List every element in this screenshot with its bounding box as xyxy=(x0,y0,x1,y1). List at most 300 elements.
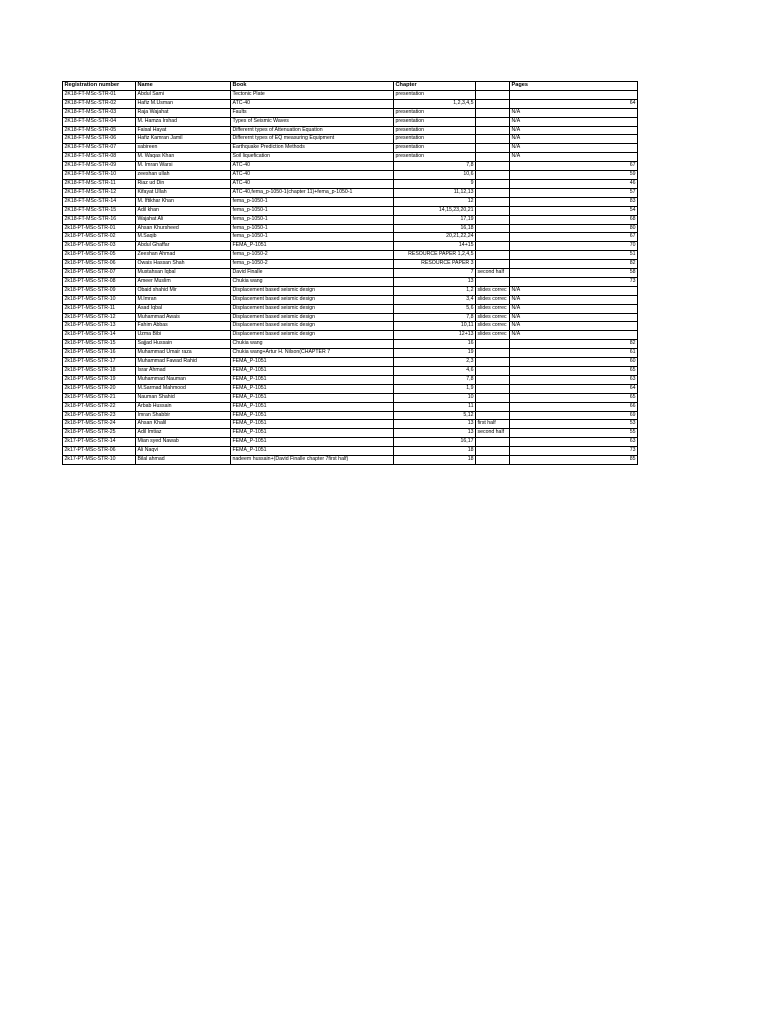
cell-name: Hafiz Kamran Jamil xyxy=(136,135,231,144)
cell-registration-number: 2K18-FT-MSc-STR-06 xyxy=(63,135,136,144)
cell-book: FEMA_P-1051 xyxy=(231,420,394,429)
cell-registration-number: 2k18-PT-MSc-STR-08 xyxy=(63,277,136,286)
cell-chapter: 10,6 xyxy=(394,171,476,180)
cell-pages: 55 xyxy=(510,429,638,438)
cell-note: slides correc xyxy=(476,286,510,295)
table-row xyxy=(63,126,638,135)
cell-pages: 64 xyxy=(510,99,638,108)
cell-pages: 53 xyxy=(510,420,638,429)
cell-registration-number: 2k18-PT-MSc-STR-20 xyxy=(63,384,136,393)
cell-note: slides correc xyxy=(476,304,510,313)
cell-chapter: 3,4 xyxy=(394,295,476,304)
cell-pages: 80 xyxy=(510,224,638,233)
cell-registration-number: 2K18-FT-MSc-STR-14 xyxy=(63,197,136,206)
table-row xyxy=(63,456,638,465)
cell-note xyxy=(476,144,510,153)
cell-registration-number: 2k17-PT-MSc-STR-14 xyxy=(63,438,136,447)
cell-registration-number: 2K18-FT-MSc-STR-03 xyxy=(63,108,136,117)
cell-registration-number: 2K18-FT-MSc-STR-05 xyxy=(63,126,136,135)
cell-pages: N/A xyxy=(510,295,638,304)
cell-chapter: 1,9 xyxy=(394,384,476,393)
cell-registration-number: 2k18-PT-MSc-STR-25 xyxy=(63,429,136,438)
cell-book: ATC-40,fema_p-1050-1(chapter 11)+fema_p-1050-1 xyxy=(231,188,394,197)
cell-registration-number: 2k18-PT-MSc-STR-21 xyxy=(63,393,136,402)
cell-chapter: presentation xyxy=(394,90,476,99)
cell-book: FEMA_P-1051 xyxy=(231,384,394,393)
cell-name: Muhammad Nauman xyxy=(136,375,231,384)
cell-book: Earthquake Prediction Methods xyxy=(231,144,394,153)
cell-book: nadeem hussain+(David Finalle chapter 7first half) xyxy=(231,456,394,465)
table-row xyxy=(63,402,638,411)
cell-chapter: 1,2,3,4,5 xyxy=(394,99,476,108)
cell-pages: 63 xyxy=(510,375,638,384)
cell-name: M. Hamza Irshad xyxy=(136,117,231,126)
cell-pages: 58 xyxy=(510,269,638,278)
cell-chapter: 14+15 xyxy=(394,242,476,251)
cell-registration-number: 2k18-PT-MSc-STR-07 xyxy=(63,269,136,278)
cell-note xyxy=(476,153,510,162)
cell-name: M. Waqas Khan xyxy=(136,153,231,162)
cell-chapter: presentation xyxy=(394,108,476,117)
header-blank xyxy=(476,82,510,91)
cell-chapter: 19 xyxy=(394,349,476,358)
cell-pages: N/A xyxy=(510,304,638,313)
cell-book: Chukia wang xyxy=(231,340,394,349)
cell-registration-number: 2k18-PT-MSc-STR-01 xyxy=(63,224,136,233)
cell-note xyxy=(476,215,510,224)
table-body xyxy=(63,82,638,465)
cell-pages: 57 xyxy=(510,188,638,197)
cell-note xyxy=(476,197,510,206)
cell-name: Nauman Shahid xyxy=(136,393,231,402)
cell-registration-number: 2k18-PT-MSc-STR-12 xyxy=(63,313,136,322)
cell-book: ATC-40 xyxy=(231,99,394,108)
cell-registration-number: 2k17-PT-MSc-STR-06 xyxy=(63,447,136,456)
table-row xyxy=(63,206,638,215)
cell-pages: 65 xyxy=(510,393,638,402)
cell-registration-number: 2k18-PT-MSc-STR-15 xyxy=(63,340,136,349)
cell-chapter: 13 xyxy=(394,420,476,429)
cell-book: FEMA_P-1051 xyxy=(231,447,394,456)
table-row xyxy=(63,384,638,393)
cell-note xyxy=(476,340,510,349)
cell-registration-number: 2k18-PT-MSc-STR-16 xyxy=(63,349,136,358)
cell-registration-number: 2k18-PT-MSc-STR-09 xyxy=(63,286,136,295)
cell-pages: 73 xyxy=(510,447,638,456)
cell-name: Ameer Muslim xyxy=(136,277,231,286)
cell-pages: N/A xyxy=(510,144,638,153)
header-chapter: Chapter xyxy=(394,82,476,91)
cell-name: Adil Imtiaz xyxy=(136,429,231,438)
cell-book: fema_p-1050-1 xyxy=(231,224,394,233)
cell-book: FEMA_P-1051 xyxy=(231,375,394,384)
table-row xyxy=(63,144,638,153)
cell-chapter: 7 xyxy=(394,269,476,278)
header-pages: Pages xyxy=(510,82,638,91)
table-row xyxy=(63,188,638,197)
cell-registration-number: 2k18-PT-MSc-STR-03 xyxy=(63,242,136,251)
cell-name: Muhammad Fawad Rahid xyxy=(136,358,231,367)
cell-note xyxy=(476,349,510,358)
assignment-table xyxy=(62,81,638,465)
cell-chapter: 7,8 xyxy=(394,313,476,322)
cell-registration-number: 2k18-PT-MSc-STR-10 xyxy=(63,295,136,304)
table-row xyxy=(63,269,638,278)
cell-chapter: 2,3 xyxy=(394,358,476,367)
cell-chapter: 18 xyxy=(394,447,476,456)
cell-pages: 51 xyxy=(510,251,638,260)
table-row xyxy=(63,304,638,313)
cell-pages: 67 xyxy=(510,162,638,171)
cell-registration-number: 2k18-PT-MSc-STR-23 xyxy=(63,411,136,420)
table-row xyxy=(63,313,638,322)
cell-pages xyxy=(510,90,638,99)
cell-pages: 46 xyxy=(510,179,638,188)
cell-registration-number: 2K18-FT-MSc-STR-11 xyxy=(63,179,136,188)
cell-book: Chukia wang+Artur H. Nilson(CHAPTER 7 xyxy=(231,349,394,358)
cell-name: Muhammad Umair raza xyxy=(136,349,231,358)
cell-book: FEMA_P-1051 xyxy=(231,438,394,447)
cell-note xyxy=(476,126,510,135)
table-row xyxy=(63,411,638,420)
cell-chapter: 17,19 xyxy=(394,215,476,224)
cell-book: ATC-40 xyxy=(231,171,394,180)
table-row xyxy=(63,117,638,126)
cell-chapter: 1,2 xyxy=(394,286,476,295)
cell-chapter: presentation xyxy=(394,135,476,144)
cell-name: Arbab Hussain xyxy=(136,402,231,411)
cell-book: Displacement based seismic design xyxy=(231,304,394,313)
table-row xyxy=(63,197,638,206)
cell-pages: 68 xyxy=(510,215,638,224)
cell-note xyxy=(476,135,510,144)
cell-book: Displacement based seismic design xyxy=(231,313,394,322)
cell-chapter: 14,15,23,20,21 xyxy=(394,206,476,215)
table-row xyxy=(63,162,638,171)
cell-note xyxy=(476,402,510,411)
cell-book: FEMA_P-1051 xyxy=(231,402,394,411)
cell-chapter: RESOURCE PAPER 3 xyxy=(394,260,476,269)
table-row xyxy=(63,242,638,251)
cell-pages: 54 xyxy=(510,206,638,215)
cell-pages: 83 xyxy=(510,197,638,206)
table-row xyxy=(63,340,638,349)
cell-book: Differernt types of EQ measuring Equipment xyxy=(231,135,394,144)
cell-note xyxy=(476,260,510,269)
table-row xyxy=(63,99,638,108)
table-row xyxy=(63,322,638,331)
cell-book: fema_p-1050-1 xyxy=(231,233,394,242)
cell-pages: 69 xyxy=(510,411,638,420)
cell-registration-number: 2K18-FT-MSc-STR-10 xyxy=(63,171,136,180)
table-row xyxy=(63,367,638,376)
cell-note xyxy=(476,277,510,286)
cell-registration-number: 2k18-PT-MSc-STR-05 xyxy=(63,251,136,260)
cell-note xyxy=(476,456,510,465)
cell-registration-number: 2k18-PT-MSc-STR-17 xyxy=(63,358,136,367)
cell-name: Uzma Bibi xyxy=(136,331,231,340)
cell-pages: 82 xyxy=(510,340,638,349)
table-row xyxy=(63,295,638,304)
cell-note xyxy=(476,447,510,456)
cell-name: Zeeshan Ahmad xyxy=(136,251,231,260)
cell-registration-number: 2K18-FT-MSc-STR-12 xyxy=(63,188,136,197)
table-row xyxy=(63,331,638,340)
table-row xyxy=(63,447,638,456)
cell-book: Types of Seismic Waves xyxy=(231,117,394,126)
cell-book: FEMA_P-1051 xyxy=(231,393,394,402)
cell-registration-number: 2K18-FT-MSc-STR-02 xyxy=(63,99,136,108)
cell-chapter: 5,12 xyxy=(394,411,476,420)
table-row xyxy=(63,438,638,447)
header-name: Name xyxy=(136,82,231,91)
header-book: Book xyxy=(231,82,394,91)
cell-book: fema_p-1050-1 xyxy=(231,197,394,206)
cell-registration-number: 2k18-PT-MSc-STR-18 xyxy=(63,367,136,376)
table-row xyxy=(63,286,638,295)
table-row xyxy=(63,108,638,117)
cell-chapter: presentation xyxy=(394,126,476,135)
cell-chapter: presentation xyxy=(394,117,476,126)
cell-name: sabireen xyxy=(136,144,231,153)
cell-registration-number: 2K18-FT-MSc-STR-07 xyxy=(63,144,136,153)
cell-chapter: 5,6 xyxy=(394,304,476,313)
cell-name: Imran Shabbir xyxy=(136,411,231,420)
cell-chapter: 4,6 xyxy=(394,367,476,376)
cell-note: slides correc xyxy=(476,313,510,322)
cell-chapter: 13 xyxy=(394,277,476,286)
table-row xyxy=(63,251,638,260)
cell-book: Displacement based seismic design xyxy=(231,295,394,304)
cell-pages: 59 xyxy=(510,171,638,180)
cell-pages: 64 xyxy=(510,384,638,393)
cell-name: Ali Naqvi xyxy=(136,447,231,456)
cell-registration-number: 2k17-PT-MSc-STR-10 xyxy=(63,456,136,465)
cell-book: ATC-40 xyxy=(231,179,394,188)
cell-name: Asad Iqbal xyxy=(136,304,231,313)
table-row xyxy=(63,277,638,286)
cell-pages: N/A xyxy=(510,286,638,295)
cell-book: fema_p-1050-2 xyxy=(231,251,394,260)
cell-name: M.Saqib xyxy=(136,233,231,242)
cell-book: ATC-40 xyxy=(231,162,394,171)
cell-book: fema_p-1050-1 xyxy=(231,215,394,224)
header-registration-number: Registration number xyxy=(63,82,136,91)
cell-pages: N/A xyxy=(510,322,638,331)
cell-pages: N/A xyxy=(510,117,638,126)
cell-registration-number: 2K18-FT-MSc-STR-16 xyxy=(63,215,136,224)
cell-chapter: 11,12,13 xyxy=(394,188,476,197)
table-row xyxy=(63,90,638,99)
cell-book: FEMA_P-1051 xyxy=(231,358,394,367)
cell-note xyxy=(476,375,510,384)
cell-name: Israr Ahmad xyxy=(136,367,231,376)
cell-note xyxy=(476,384,510,393)
cell-registration-number: 2K18-FT-MSc-STR-15 xyxy=(63,206,136,215)
cell-book: FEMA_P-1051 xyxy=(231,429,394,438)
table-row xyxy=(63,349,638,358)
cell-chapter: 10,11 xyxy=(394,322,476,331)
cell-chapter: 16,18 xyxy=(394,224,476,233)
cell-book: Displacement based seismic design xyxy=(231,322,394,331)
cell-registration-number: 2k18-PT-MSc-STR-02 xyxy=(63,233,136,242)
cell-book: fema_p-1050-2 xyxy=(231,260,394,269)
cell-pages: 63 xyxy=(510,438,638,447)
cell-name: Adil khan xyxy=(136,206,231,215)
cell-note xyxy=(476,99,510,108)
cell-book: Tectonic Plate xyxy=(231,90,394,99)
table-row xyxy=(63,179,638,188)
cell-name: Abdul Ghaffar xyxy=(136,242,231,251)
cell-note xyxy=(476,108,510,117)
cell-note: slides correc xyxy=(476,322,510,331)
cell-book: David Finalle xyxy=(231,269,394,278)
cell-registration-number: 2k18-PT-MSc-STR-19 xyxy=(63,375,136,384)
table-row xyxy=(63,393,638,402)
cell-registration-number: 2k18-PT-MSc-STR-14 xyxy=(63,331,136,340)
cell-pages: 60 xyxy=(510,358,638,367)
cell-book: FEMA_P-1051 xyxy=(231,367,394,376)
cell-note xyxy=(476,393,510,402)
cell-chapter: 7,8 xyxy=(394,162,476,171)
table-row xyxy=(63,135,638,144)
cell-registration-number: 2k18-PT-MSc-STR-11 xyxy=(63,304,136,313)
cell-note xyxy=(476,251,510,260)
cell-book: fema_p-1050-1 xyxy=(231,206,394,215)
table-row xyxy=(63,429,638,438)
cell-name: M.Imran xyxy=(136,295,231,304)
cell-name: Raja Wajahat xyxy=(136,108,231,117)
cell-name: Bilal ahmad xyxy=(136,456,231,465)
cell-registration-number: 2K18-FT-MSc-STR-01 xyxy=(63,90,136,99)
cell-pages: N/A xyxy=(510,108,638,117)
cell-book: FEMA_P-1051 xyxy=(231,242,394,251)
cell-chapter: 20,21,22,24 xyxy=(394,233,476,242)
cell-name: M. Iftikhar Khan xyxy=(136,197,231,206)
cell-name: Fahim Abbas xyxy=(136,322,231,331)
cell-chapter: 7,8 xyxy=(394,375,476,384)
cell-book: Soil liquefication xyxy=(231,153,394,162)
cell-name: Mustahsan Iqbal xyxy=(136,269,231,278)
cell-chapter: 9 xyxy=(394,179,476,188)
table-row xyxy=(63,358,638,367)
cell-name: Muhammad Awais xyxy=(136,313,231,322)
cell-note xyxy=(476,162,510,171)
cell-chapter: 16,17 xyxy=(394,438,476,447)
cell-name: Ahsan Khursheed xyxy=(136,224,231,233)
cell-note xyxy=(476,117,510,126)
cell-name: Faisal Hayat xyxy=(136,126,231,135)
cell-name: Wajahat Ali xyxy=(136,215,231,224)
cell-chapter: 11 xyxy=(394,402,476,411)
table-row xyxy=(63,260,638,269)
cell-note xyxy=(476,233,510,242)
cell-pages: N/A xyxy=(510,126,638,135)
cell-registration-number: 2K18-FT-MSc-STR-09 xyxy=(63,162,136,171)
cell-chapter: 13 xyxy=(394,429,476,438)
cell-note: slides correc xyxy=(476,295,510,304)
cell-name: Ahsan Khalil xyxy=(136,420,231,429)
table-row xyxy=(63,233,638,242)
cell-pages: N/A xyxy=(510,153,638,162)
cell-note xyxy=(476,206,510,215)
cell-pages: 73 xyxy=(510,277,638,286)
cell-pages: N/A xyxy=(510,331,638,340)
cell-name: Riaz ud Din xyxy=(136,179,231,188)
cell-note xyxy=(476,90,510,99)
cell-note: slides correc xyxy=(476,331,510,340)
cell-name: zeeshan ullah xyxy=(136,171,231,180)
cell-note xyxy=(476,358,510,367)
cell-note: first half xyxy=(476,420,510,429)
cell-chapter: RESOURCE PAPER 1,2,4,5 xyxy=(394,251,476,260)
cell-pages: 85 xyxy=(510,456,638,465)
cell-chapter: 12+13 xyxy=(394,331,476,340)
cell-name: Mian syed Nawab xyxy=(136,438,231,447)
cell-registration-number: 2k18-PT-MSc-STR-22 xyxy=(63,402,136,411)
table-row xyxy=(63,224,638,233)
cell-registration-number: 2k18-PT-MSc-STR-24 xyxy=(63,420,136,429)
cell-book: Faults xyxy=(231,108,394,117)
table-row xyxy=(63,171,638,180)
cell-book: Chukia wang xyxy=(231,277,394,286)
cell-pages: 67 xyxy=(510,233,638,242)
cell-note xyxy=(476,171,510,180)
table-row xyxy=(63,153,638,162)
cell-pages: 66 xyxy=(510,402,638,411)
cell-registration-number: 2K18-FT-MSc-STR-04 xyxy=(63,117,136,126)
cell-name: M.Sarmad Mahmood xyxy=(136,384,231,393)
cell-pages: N/A xyxy=(510,135,638,144)
cell-name: Hafiz M.Usman xyxy=(136,99,231,108)
table-row xyxy=(63,375,638,384)
cell-name: Abdul Sami xyxy=(136,90,231,99)
cell-note xyxy=(476,242,510,251)
cell-note xyxy=(476,438,510,447)
cell-book: FEMA_P-1051 xyxy=(231,411,394,420)
cell-pages: N/A xyxy=(510,313,638,322)
cell-note: second half xyxy=(476,269,510,278)
cell-note xyxy=(476,188,510,197)
cell-name: Obaid shahid Mir xyxy=(136,286,231,295)
cell-book: Displacement based seismic design xyxy=(231,331,394,340)
cell-registration-number: 2k18-PT-MSc-STR-13 xyxy=(63,322,136,331)
cell-chapter: 18 xyxy=(394,456,476,465)
cell-chapter: 12 xyxy=(394,197,476,206)
cell-chapter: presentation xyxy=(394,144,476,153)
cell-chapter: 10 xyxy=(394,393,476,402)
cell-name: M. Imran Warsi xyxy=(136,162,231,171)
cell-registration-number: 2K18-FT-MSc-STR-08 xyxy=(63,153,136,162)
cell-book: Displacement based seismic design xyxy=(231,286,394,295)
cell-name: Kifayat Ullah xyxy=(136,188,231,197)
table-row xyxy=(63,420,638,429)
cell-registration-number: 2k18-PT-MSc-STR-06 xyxy=(63,260,136,269)
cell-chapter: presentation xyxy=(394,153,476,162)
cell-pages: 61 xyxy=(510,349,638,358)
cell-note xyxy=(476,367,510,376)
cell-pages: 70 xyxy=(510,242,638,251)
cell-name: Owais Hassan Shah xyxy=(136,260,231,269)
cell-note xyxy=(476,411,510,420)
cell-book: Differernt types of Attenuation Equation xyxy=(231,126,394,135)
header-row xyxy=(63,82,638,91)
cell-note xyxy=(476,224,510,233)
cell-note xyxy=(476,179,510,188)
table-row xyxy=(63,215,638,224)
cell-pages: 82 xyxy=(510,260,638,269)
cell-chapter: 16 xyxy=(394,340,476,349)
